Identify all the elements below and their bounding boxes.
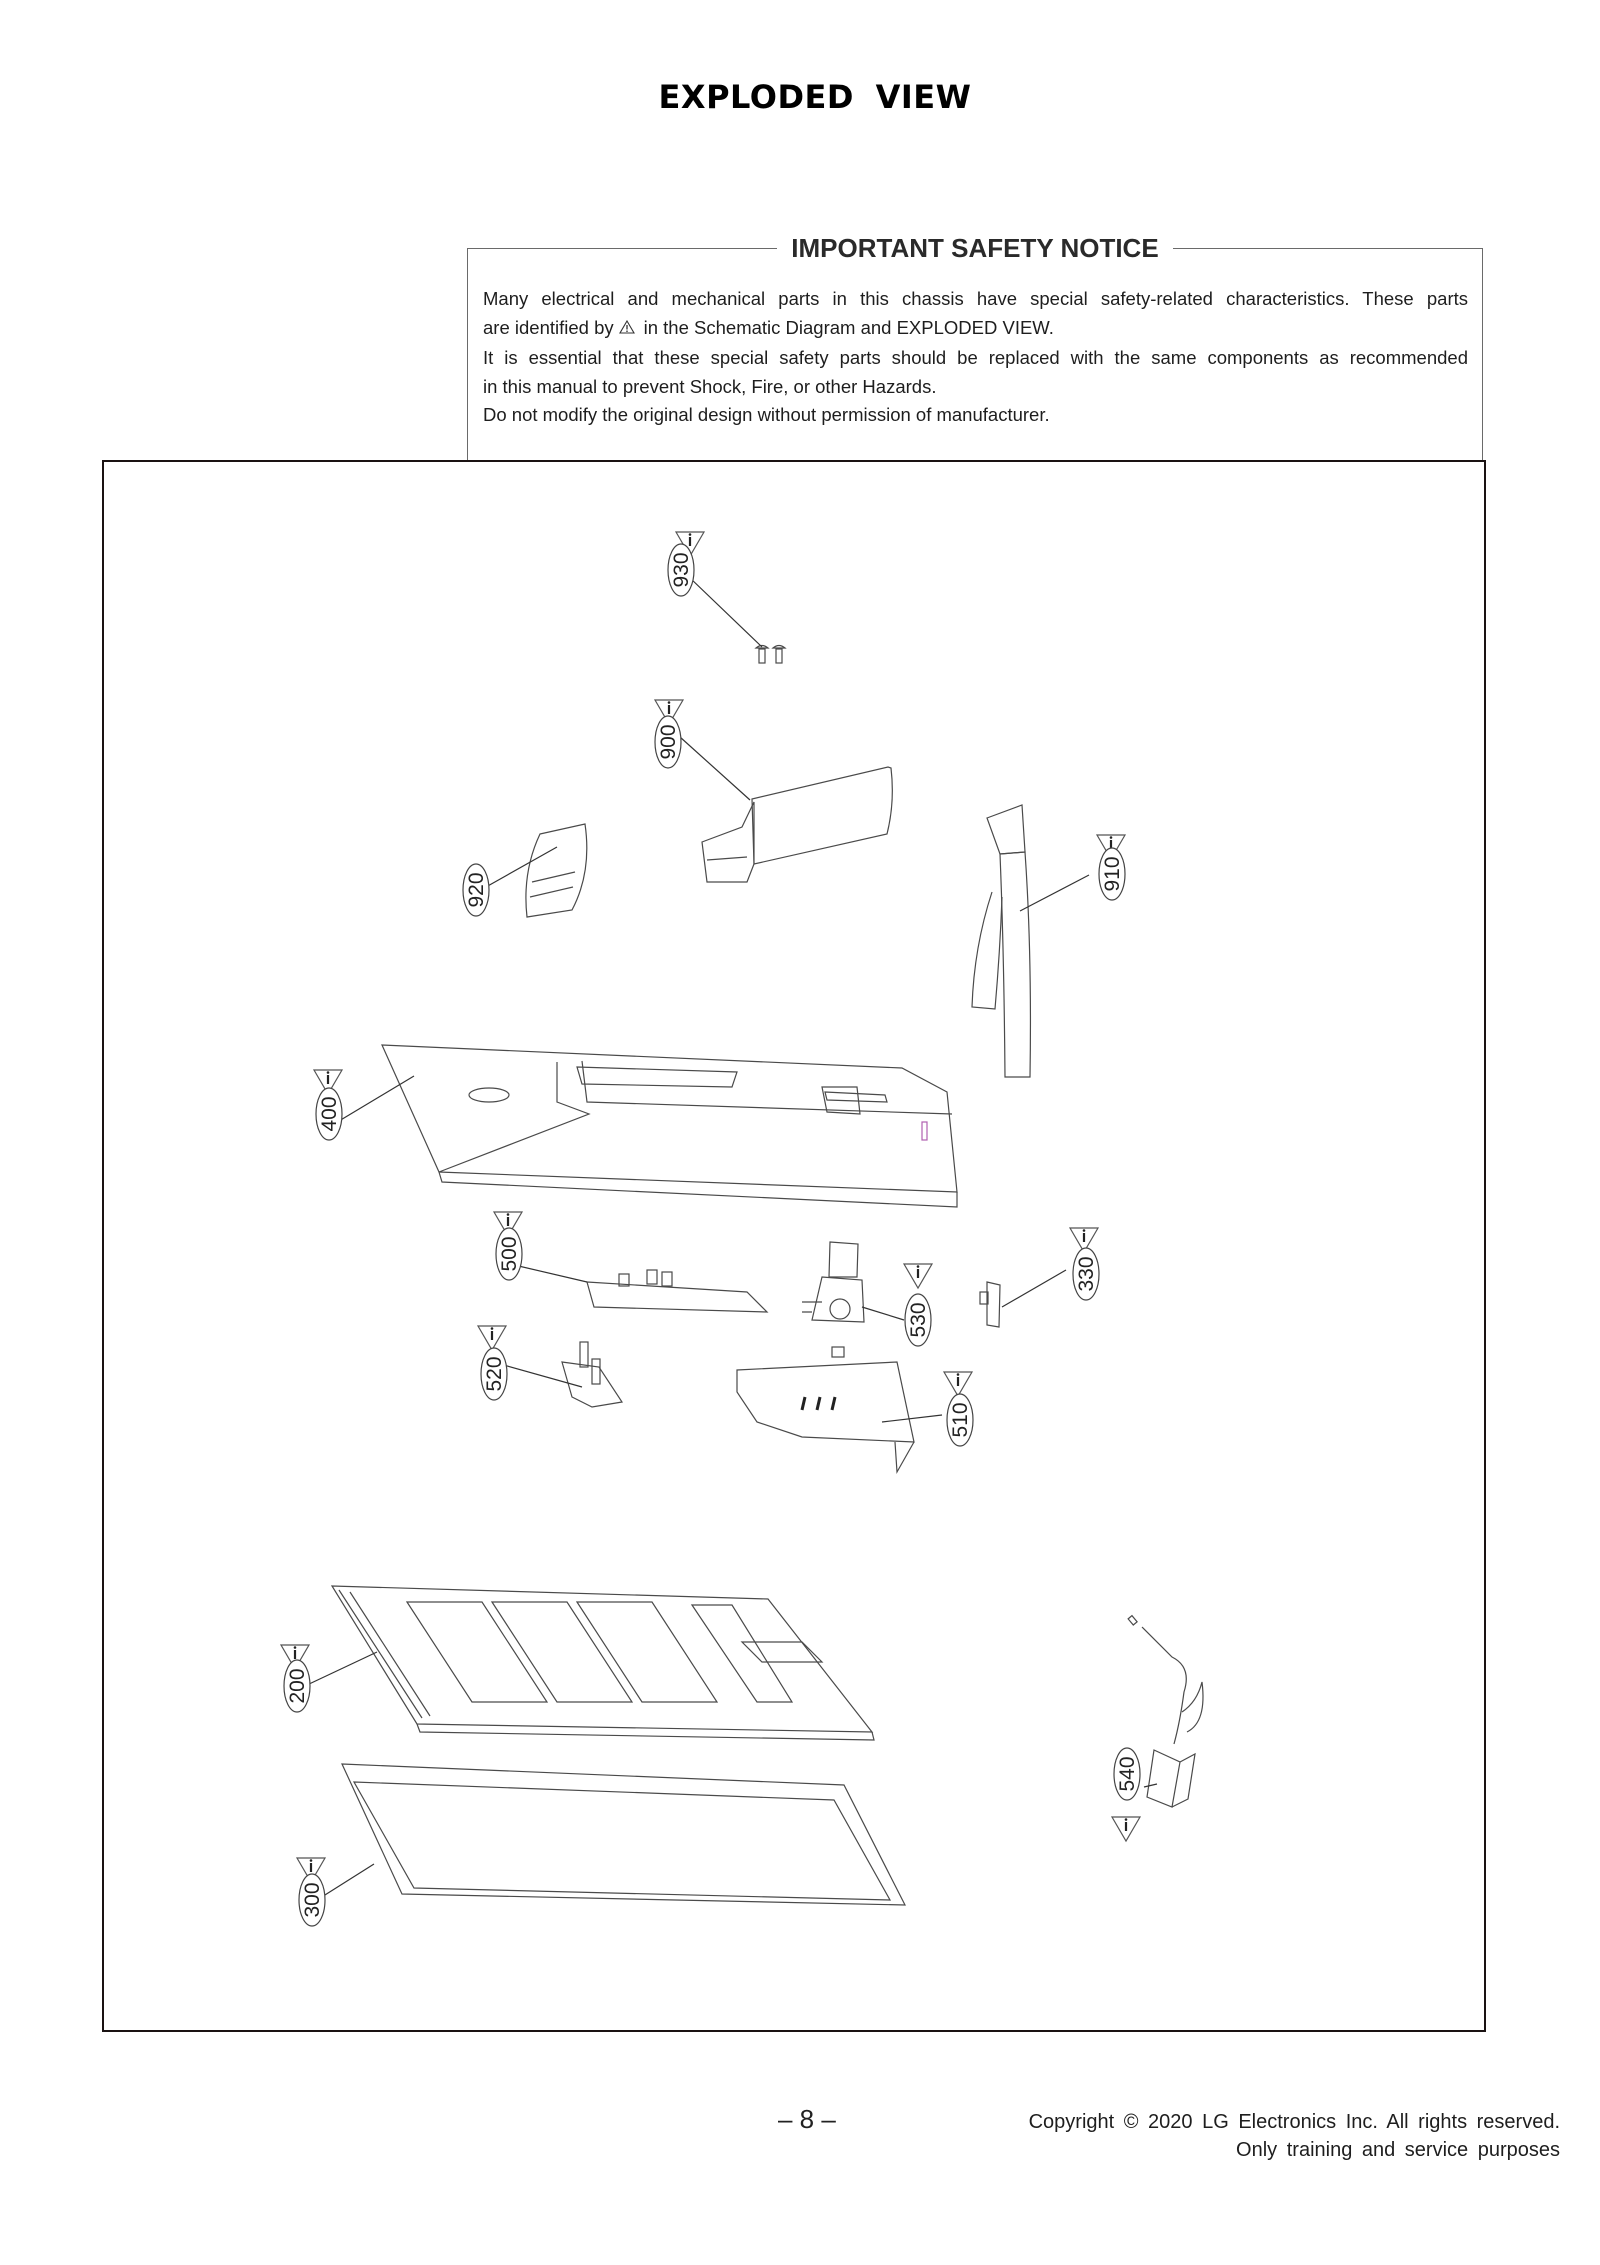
callout-500 <box>494 1212 522 1280</box>
part-520-small-board <box>500 1342 622 1407</box>
copyright-line-2: Only training and service purposes <box>1236 2139 1560 2161</box>
svg-text:910: 910 <box>1101 856 1124 892</box>
svg-text:510: 510 <box>949 1402 972 1438</box>
callout-300 <box>297 1858 325 1926</box>
callout-520 <box>478 1326 507 1400</box>
notice-line-5: Do not modify the original design without permission of manufacturer. <box>483 404 1050 425</box>
svg-text:200: 200 <box>286 1668 309 1704</box>
copyright-line-1: Copyright © 2020 LG Electronics Inc. All rights reserved. <box>1028 2111 1560 2133</box>
svg-text:300: 300 <box>301 1882 324 1918</box>
callout-530 <box>904 1264 932 1346</box>
svg-text:920: 920 <box>465 872 488 908</box>
callout-910 <box>1097 835 1125 900</box>
part-920-stand-cover <box>486 824 587 917</box>
callout-540 <box>1112 1748 1140 1841</box>
part-500-main-board <box>510 1264 767 1312</box>
svg-text:500: 500 <box>498 1236 521 1272</box>
notice-line-2-end: in the Schematic Diagram and EXPLODED VIEW. <box>643 316 1054 338</box>
svg-text:330: 330 <box>1075 1256 1098 1292</box>
notice-line-2-start: are identified by <box>483 316 614 338</box>
part-910-stand-base <box>972 805 1089 1077</box>
part-300-front-frame <box>317 1764 905 1905</box>
callout-400 <box>314 1070 342 1140</box>
page-title: EXPLODED VIEW <box>658 78 972 116</box>
svg-text:930: 930 <box>670 552 693 588</box>
callout-920 <box>463 864 489 916</box>
callout-200 <box>281 1645 310 1712</box>
part-330-ir-board <box>980 1270 1066 1327</box>
svg-text:400: 400 <box>318 1096 341 1132</box>
exploded-view-diagram <box>102 460 1486 2032</box>
svg-text:530: 530 <box>907 1302 930 1338</box>
callout-330 <box>1070 1228 1099 1300</box>
part-200-lcd-module <box>307 1586 874 1740</box>
notice-line-4: in this manual to prevent Shock, Fire, or other Hazards. <box>483 375 937 397</box>
svg-text:520: 520 <box>483 1356 506 1392</box>
copyright-footer <box>1029 2108 1560 2164</box>
svg-text:900: 900 <box>657 724 680 760</box>
part-400-back-cover <box>334 1045 957 1207</box>
callout-900 <box>655 700 683 768</box>
notice-line-1: Many electrical and mechanical parts in this chassis have special safety-related characteristics. These parts <box>483 288 1468 309</box>
part-930-screws <box>689 577 785 663</box>
safety-notice-heading-text: IMPORTANT SAFETY NOTICE <box>777 233 1172 263</box>
part-900-stand-neck <box>680 737 892 882</box>
notice-line-3: It is essential that these special safety parts should be replaced with the same components as recommended <box>483 347 1468 368</box>
svg-text:540: 540 <box>1116 1756 1139 1792</box>
page-number: – 8 – <box>778 2104 836 2134</box>
callout-510 <box>944 1372 973 1446</box>
part-530-bracket <box>802 1242 904 1322</box>
part-510-power-board <box>737 1347 942 1472</box>
